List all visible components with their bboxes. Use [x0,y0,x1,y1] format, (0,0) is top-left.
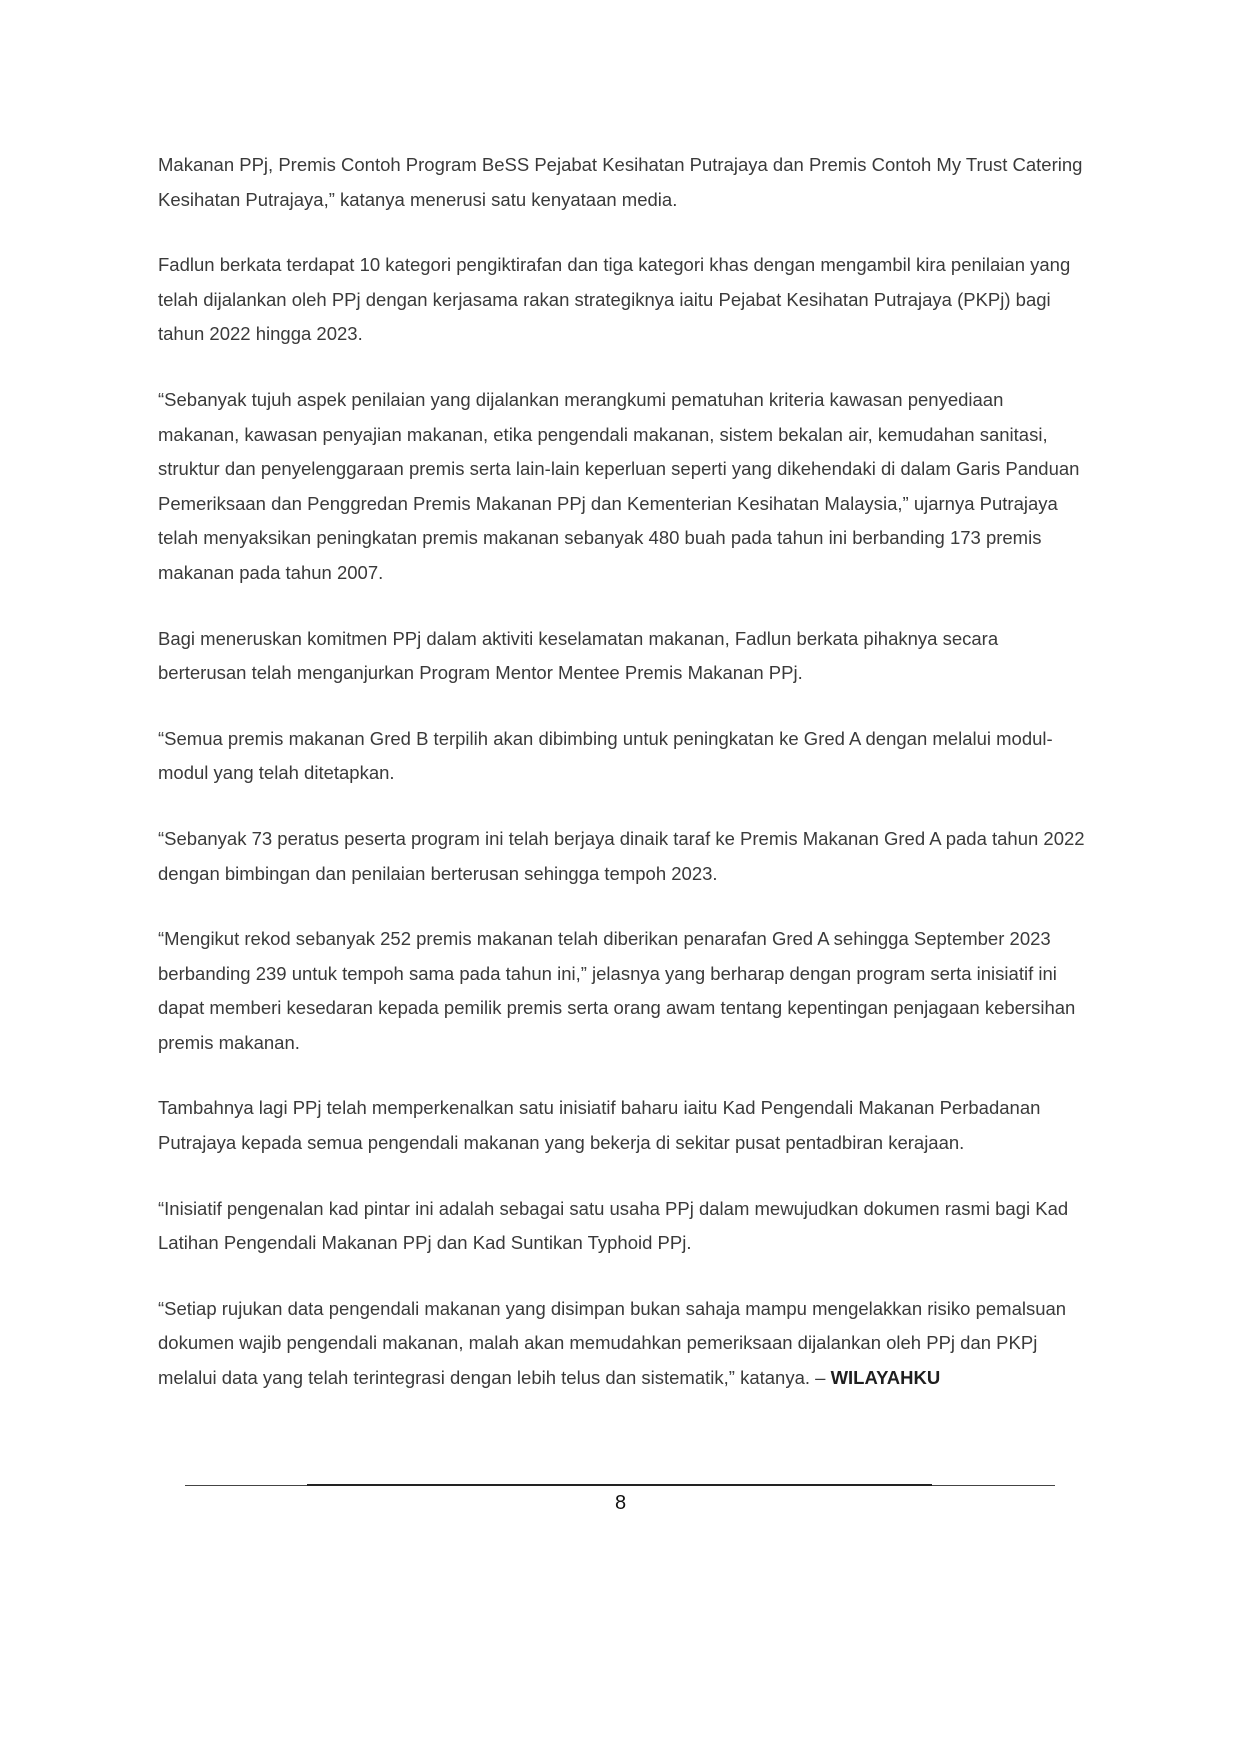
page-number: 8 [614,1492,627,1514]
footer-divider-accent [307,1484,932,1486]
article-paragraph: Bagi meneruskan komitmen PPj dalam aktiviti keselamatan makanan, Fadlun berkata pihaknya secara berterusan telah menganjurkan Program Mentor Mentee Premis Makanan PPj. [158,627,999,684]
article-paragraph: “Inisiatif pengenalan kad pintar ini adalah sebagai satu usaha PPj dalam mewujudkan dokumen rasmi bagi Kad Latihan Pengendali Makanan PPj dan Kad Suntikan Typhoid PPj. [158,1197,1069,1254]
article-paragraph: “Sebanyak tujuh aspek penilaian yang dijalankan merangkumi pematuhan kriteria kawasan penyediaan makanan, kawasan penyajian makanan, etika pengendali makanan, sistem bekalan air, kemudahan sanitasi, struktur dan penyelenggaraan premis serta lain-lain keperluan seperti yang dikehendaki di dalam Garis Panduan Pemeriksaan dan Penggredan Premis Makanan PPj dan Kementerian Kesihatan Malaysia,” ujarnya Putrajaya telah menyaksikan peningkatan premis makanan sebanyak 480 buah pada tahun ini berbanding 173 premis makanan pada tahun 2007. [158,388,1080,583]
article-paragraph: Makanan PPj, Premis Contoh Program BeSS Pejabat Kesihatan Putrajaya dan Premis Contoh My Trust Catering Kesihatan Putrajaya,” katanya menerusi satu kenyataan media. [158,154,1083,210]
article-source: WILAYAHKU [830,1367,941,1389]
article-paragraph-text: “Setiap rujukan data pengendali makanan yang disimpan bukan sahaja mampu mengelakkan risiko pemalsuan dokumen wajib pengendali makanan, malah akan memudahkan pemeriksaan dijalankan oleh PPj dan PKPj melalui data yang telah terintegrasi dengan lebih telus dan sistematik,” katanya. – [158,1297,1067,1389]
article-paragraph: “Semua premis makanan Gred B terpilih akan dibimbing untuk peningkatan ke Gred A dengan melalui modul-modul yang telah ditetapkan. [158,727,1053,784]
article-paragraph: “Mengikut rekod sebanyak 252 premis makanan telah diberikan penarafan Gred A sehingga September 2023 berbanding 239 untuk tempoh sama pada tahun ini,” jelasnya yang berharap dengan program serta inisiatif ini dapat memberi kesedaran kepada pemilik premis serta orang awam tentang kepentingan penjagaan kebersihan premis makanan. [158,928,1076,1053]
article-final-paragraph [158,1292,1088,1396]
article-paragraph: Fadlun berkata terdapat 10 kategori pengiktirafan dan tiga kategori khas dengan mengambil kira penilaian yang telah dijalankan oleh PPj dengan kerjasama rakan strategiknya iaitu Pejabat Kesihatan Putrajaya (PKPj) bagi tahun 2022 hingga 2023. [158,254,1071,345]
article-body [158,148,1088,1396]
article-paragraph: Tambahnya lagi PPj telah memperkenalkan satu inisiatif baharu iaitu Kad Pengendali Makanan Perbadanan Putrajaya kepada semua pengendali makanan yang bekerja di sekitar pusat pentadbiran kerajaan. [158,1097,1041,1154]
article-paragraph: “Sebanyak 73 peratus peserta program ini telah berjaya dinaik taraf ke Premis Makanan Gred A pada tahun 2022 dengan bimbingan dan penilaian berterusan sehingga tempoh 2023. [158,827,1085,884]
